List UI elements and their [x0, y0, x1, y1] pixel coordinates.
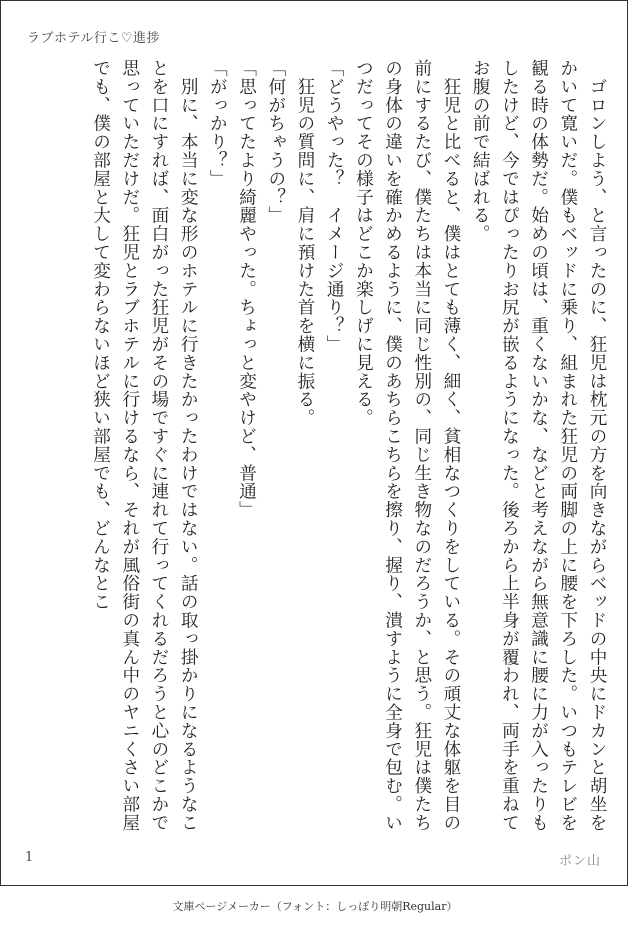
paragraph: 別に、本当に変な形のホテルに行きたかったわけではない。話の取っ掛かりになるようなことを口にすれば、面白がった狂児がその場ですぐに連れて行ってくれるだろうと心のどこかで思っていただけだ。狂児とラブホテルに行けるなら、それが風俗街の真ん中のヤニくさい部屋でも、僕の部屋と大して変わらないほど狭い部屋でも、どんなとこ	[90, 59, 199, 832]
body-text	[55, 59, 611, 839]
generator-credit: 文庫ページメーカー（フォント：しっぽり明朝Regular）	[172, 900, 458, 913]
dialogue-line: 「がっかり？」	[207, 59, 228, 188]
paragraph: 狂児と比べると、僕はとても薄く、細く、貧相なつくりをしている。その頑丈な体躯を目の前にするたび、僕たちは本当に同じ性別の、同じ生き物なのだろうか、と思う。狂児は僕たちの身体の違いを確かめるように、僕のあちらこちらを擦り、握り、潰すように全身で包む。いつだってその様子はどこか楽しげに見える。	[353, 59, 461, 832]
dialogue-line: 「どうやった？ イメージ通り？」	[324, 59, 345, 354]
page-number: 1	[25, 850, 34, 865]
dialogue-line: 「思ってたより綺麗やった。ちょっと変やけど、普通」	[236, 59, 257, 519]
author-name: ポン山	[559, 854, 602, 869]
paragraph: 狂児の質問に、肩に預けた首を横に振る。	[294, 59, 315, 427]
dialogue-line: 「何がちゃうの？」	[265, 59, 286, 225]
paragraph: ゴロンしよう、と言ったのに、狂児は枕元の方を向きながらベッドの中央にドカンと胡坐をかいて寛いだ。僕もベッドに乗り、組まれた狂児の両脚の上に腰を下ろした。いつもテレビを観る時の体勢だ。始めの頃は、重くないかな、などと考えながら無意識に腰に力が入ったりもしたけど、今ではぴったりお尻が嵌るようになった。後ろから上半身が覆われ、両手を重ねてお腹の前で結ばれる。	[470, 59, 607, 832]
page-title: ラブホテル行こ♡進捗	[27, 31, 161, 46]
